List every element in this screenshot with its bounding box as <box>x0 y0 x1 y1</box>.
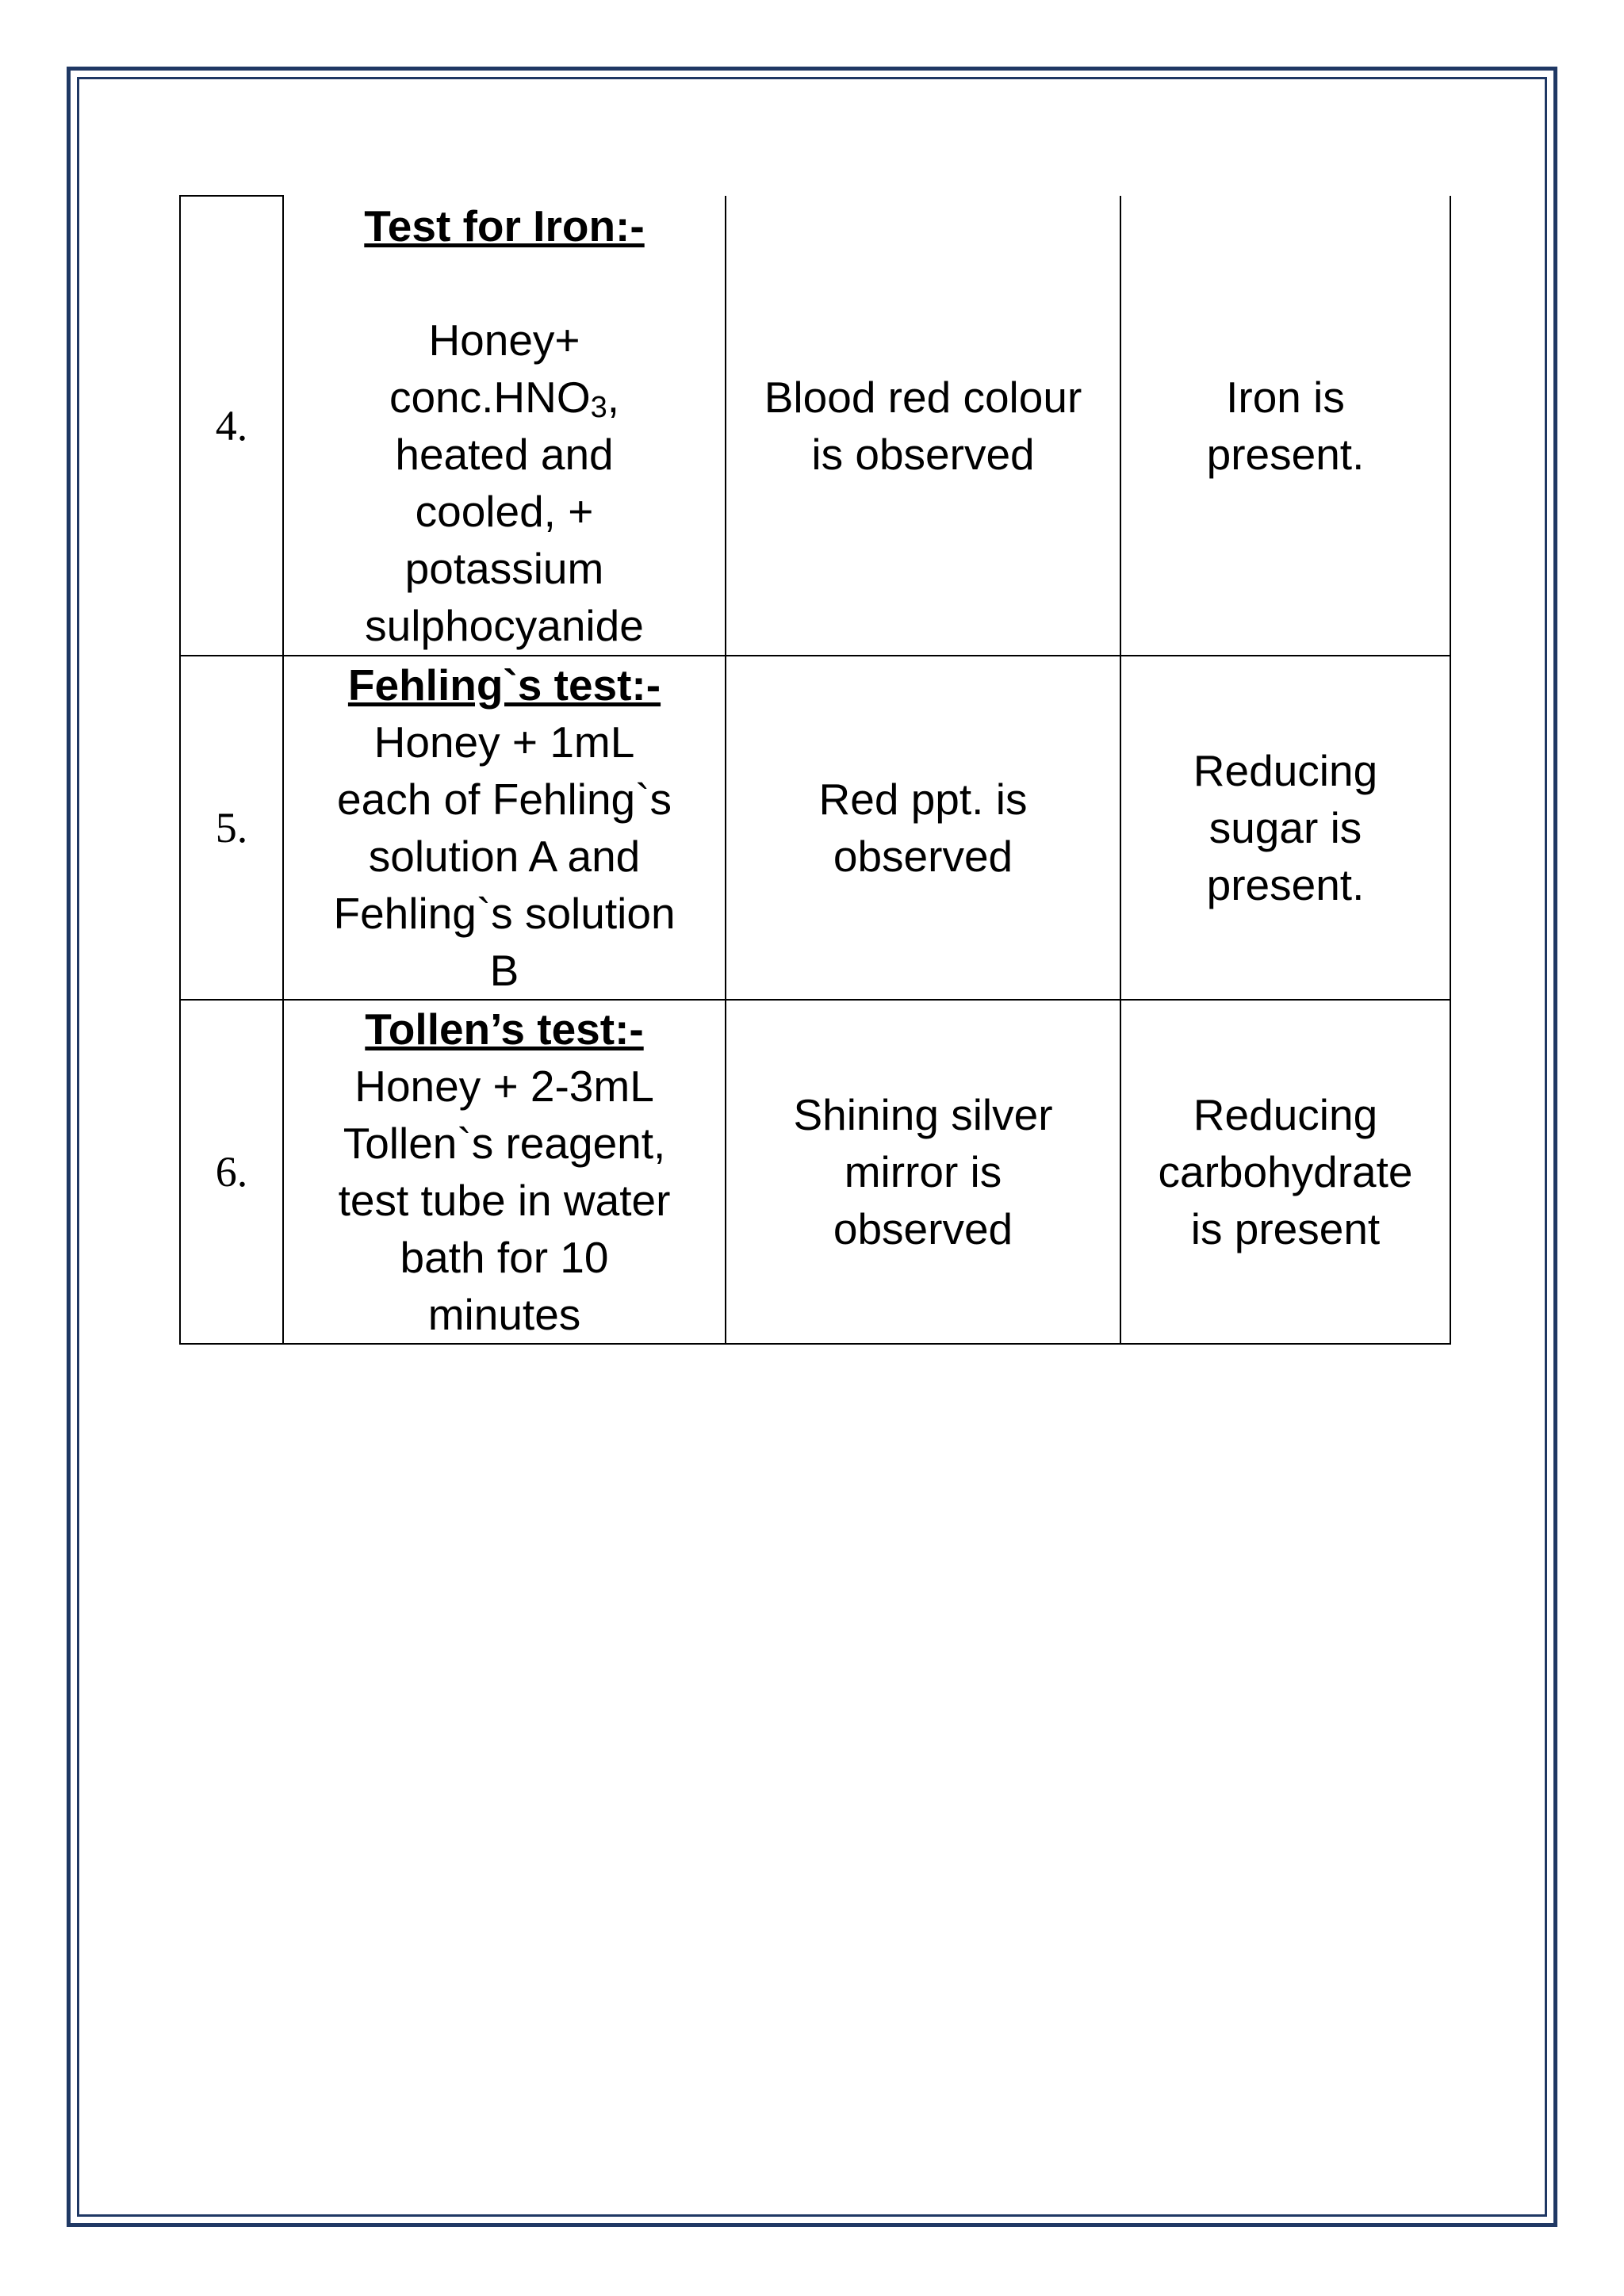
observation-line: Blood red colour <box>764 372 1082 422</box>
table-row <box>180 656 1450 1000</box>
inference-line: carbohydrate <box>1158 1147 1413 1196</box>
procedure-line: Honey+ <box>428 315 580 365</box>
procedure-line: Fehling`s solution <box>333 889 676 938</box>
observation-line: Red ppt. is <box>818 775 1028 824</box>
procedure-cell <box>283 196 726 656</box>
inference-line: Reducing <box>1193 1090 1378 1139</box>
procedure-line: potassium <box>404 543 604 593</box>
observation-line: Shining silver <box>793 1090 1053 1139</box>
procedure-line: B <box>489 946 519 995</box>
table-row <box>180 1000 1450 1344</box>
observation-cell <box>726 196 1120 656</box>
observation-line: mirror is <box>844 1147 1002 1196</box>
test-title: Fehling`s test:- <box>347 660 661 710</box>
inference-cell <box>1120 1000 1450 1344</box>
observation-cell <box>726 1000 1120 1344</box>
observation-line: is observed <box>811 429 1035 479</box>
observation-cell <box>726 656 1120 1000</box>
serial-number-cell: 5. <box>180 656 283 1000</box>
serial-number-cell: 6. <box>180 1000 283 1344</box>
table-row <box>180 196 1450 656</box>
serial-number-cell: 4. <box>180 196 283 656</box>
observation-line: observed <box>833 1204 1013 1253</box>
inference-line: is present <box>1190 1204 1381 1253</box>
procedure-line: solution A and <box>368 832 641 881</box>
procedure-line: heated and <box>395 429 614 479</box>
procedure-line: minutes <box>427 1290 581 1339</box>
inference-line: present. <box>1206 429 1365 479</box>
procedure-line <box>289 369 720 426</box>
procedure-cell <box>283 656 726 1000</box>
test-title: Test for Iron:- <box>364 201 645 251</box>
procedure-line: cooled, + <box>415 486 594 536</box>
inference-line: sugar is <box>1208 803 1362 852</box>
subscript-suffix: , <box>607 372 620 422</box>
tests-table <box>179 195 1451 1345</box>
procedure-line: Honey + 1mL <box>373 718 635 767</box>
inference-cell <box>1120 656 1450 1000</box>
test-title: Tollen’s test:- <box>365 1004 644 1054</box>
procedure-line: bath for 10 <box>400 1233 609 1282</box>
observation-line: observed <box>833 832 1013 881</box>
inference-line: present. <box>1206 860 1365 909</box>
procedure-line: Tollen`s reagent, <box>343 1119 666 1168</box>
spacer <box>289 254 720 312</box>
procedure-line: test tube in water <box>338 1176 671 1225</box>
subscript: 3 <box>590 390 607 424</box>
procedure-line: Honey + 2-3mL <box>354 1062 654 1111</box>
procedure-line-text: conc.HNO <box>389 372 591 422</box>
procedure-cell <box>283 1000 726 1344</box>
procedure-line: sulphocyanide <box>365 600 644 650</box>
procedure-line: each of Fehling`s <box>337 775 672 824</box>
inference-line: Reducing <box>1193 746 1378 795</box>
inference-line: Iron is <box>1226 372 1345 422</box>
inference-cell <box>1120 196 1450 656</box>
